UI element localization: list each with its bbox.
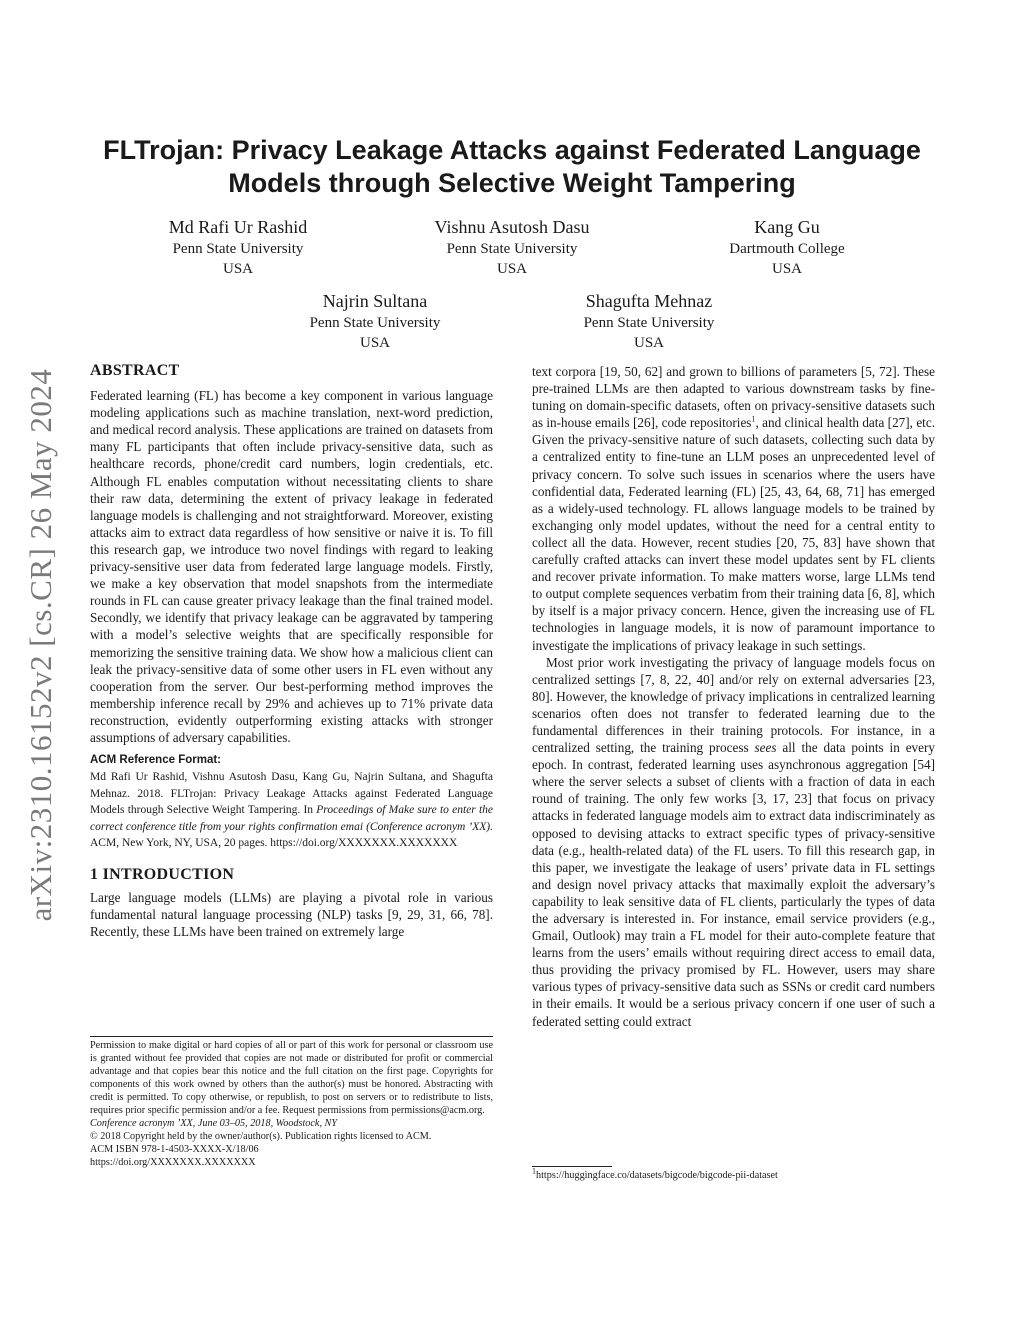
- author-name: Shagufta Mehnaz: [585, 291, 713, 311]
- abstract-heading: ABSTRACT: [90, 362, 180, 379]
- author-block: [499, 290, 799, 353]
- permission-block: [90, 1039, 493, 1169]
- author-block: [362, 216, 662, 279]
- acm-isbn: ACM ISBN 978-1-4503-XXXX-X/18/06: [90, 1144, 259, 1155]
- paragraph-1-part-b: , and clinical health data [27], etc. Given the privacy-sensitive nature of such datasets, collecting such data by a centralized entity to fine-tune an LLM poses an unprecedented level of privacy concern. To solve such issues in scenarios where the users have confidential data, Federated learning (FL) [25, 43, 64, 68, 71] has emerged as a widely-used technology. FL allows language models to be trained by exchanging only model updates, without the need for a central entity to collect all the data. However, recent studies [20, 75, 83] have shown that carefully crafted attacks can invert these model updates sent by FL clients and recover private information. To make matters worse, large LLMs tend to output complete sequences verbatim from their training data [6, 8], which by itself is a major privacy concern. Hence, given the increasing use of FL technologies in language models, it is now of paramount importance to investigate the implications of privacy leakage in such settings.: [532, 415, 935, 653]
- author-country: USA: [222, 261, 253, 277]
- author-affiliation: Penn State University: [583, 315, 715, 331]
- doi-link: https://doi.org/XXXXXXX.XXXXXXX: [90, 1157, 256, 1168]
- arxiv-identifier-sidebar: [18, 345, 63, 945]
- author-affiliation: Penn State University: [446, 241, 578, 257]
- title-line-1: FLTrojan: Privacy Leakage Attacks against Federated Language: [103, 135, 921, 165]
- author-name: Vishnu Asutosh Dasu: [434, 217, 590, 237]
- author-affiliation: Penn State University: [309, 315, 441, 331]
- author-country: USA: [771, 261, 802, 277]
- conference-info: Conference acronym ’XX, June 03–05, 2018, Woodstock, NY: [90, 1118, 338, 1129]
- copyright-notice: © 2018 Copyright held by the owner/author(s). Publication rights licensed to ACM.: [90, 1131, 432, 1142]
- paragraph-2-part-b: all the data points in every epoch. In contrast, federated learning uses asynchronous aggregation [54] where the server selects a subset of clients with a fraction of data in each round of training. The only few works [3, 17, 23] that focus on privacy attacks in federated language models aim to extract data indiscriminately as opposed to devising attacks to extract specific types of privacy-sensitive data (e.g., health-related data) of the FL users. To fill this research gap, in this paper, we investigate the leakage of users’ private data in FL settings and design novel privacy attacks that maximally exploit the adversary’s capability to leak sensitive data of FL clients, particularly the types of data the adversary is interested in. For instance, email service providers (e.g., Gmail, Outlook) may train a FL model for their auto-complete feature that learns from the users’ emails without requiring direct access to email data, thus providing the privacy promised by FL. However, users may share various types of privacy-sensitive data such as SSNs or credit card numbers in their emails. It would be a serious privacy concern if one user of such a federated setting could extract: [532, 740, 935, 1029]
- right-column: [532, 363, 935, 1030]
- footnote-divider: [532, 1166, 612, 1167]
- author-affiliation: Penn State University: [172, 241, 304, 257]
- author-block: [225, 290, 525, 353]
- acm-reference-text: [90, 769, 493, 852]
- left-column: [90, 362, 493, 940]
- author-block: [637, 216, 937, 279]
- footnote-url: https://huggingface.co/datasets/bigcode/bigcode-pii-dataset: [536, 1170, 778, 1181]
- permission-text: Permission to make digital or hard copies of all or part of this work for personal or classroom use is granted without fee provided that copies are not made or distributed for profit or commercial advantage and that copies bear this notice and the full citation on the first page. Copyrights for components of this work owned by others than the author(s) must be honored. Abstracting with credit is permitted. To copy otherwise, or republish, to post on servers or to redistribute to lists, requires prior specific permission and/or a fee. Request permissions from permissions@acm.org.: [90, 1040, 493, 1116]
- paper-title: [60, 134, 964, 200]
- intro-paragraph-1: [532, 363, 935, 654]
- footnote: [532, 1166, 778, 1181]
- author-block: [88, 216, 388, 279]
- emphasis-sees: sees: [754, 740, 777, 756]
- acm-reference-heading: ACM Reference Format:: [90, 754, 221, 767]
- introduction-heading: 1 INTRODUCTION: [90, 865, 235, 883]
- author-country: USA: [359, 335, 390, 351]
- intro-paragraph-2: [532, 654, 935, 1030]
- acm-reference-proceedings: Proceedings of Make sure to enter the correct conference title from your rights confirmation emai (Conference acronym ’XX).: [90, 804, 493, 833]
- author-name: Najrin Sultana: [322, 291, 428, 311]
- arxiv-identifier: arXiv:2310.16152v2 [cs.CR] 26 May 2024: [22, 368, 58, 922]
- title-line-2: Models through Selective Weight Tampering: [228, 168, 796, 198]
- author-name: Kang Gu: [754, 217, 820, 237]
- acm-reference-part-1: Md Rafi Ur Rashid, Vishnu Asutosh Dasu, Kang Gu, Najrin Sultana, and Shagufta Mehnaz. 2018. FLTrojan: Privacy Leakage Attacks against Federated Language Models through Selective Weight Tampering. In: [90, 771, 493, 817]
- paragraph-2-part-a: Most prior work investigating the privacy of language models focus on centralized settings [7, 8, 22, 40] and/or rely on external adversaries [23, 80]. However, the knowledge of privacy implications in centralized learning scenarios often does not transfer to federated learning due to the fundamental differences in their training protocols. For instance, in a centralized setting, the training process: [532, 654, 935, 756]
- author-name: Md Rafi Ur Rashid: [168, 217, 308, 237]
- author-affiliation: Dartmouth College: [729, 241, 845, 257]
- acm-reference-part-2: ACM, New York, NY, USA, 20 pages. https://doi.org/XXXXXXX.XXXXXXX: [90, 837, 458, 850]
- footnote-marker: 1: [751, 414, 756, 424]
- author-country: USA: [496, 261, 527, 277]
- footnote-number: 1: [532, 1166, 536, 1176]
- introduction-text: Large language models (LLMs) are playing a pivotal role in various fundamental natural language processing (NLP) tasks [9, 29, 31, 66, 78]. Recently, these LLMs have been trained on extremely large: [90, 889, 493, 939]
- abstract-text: Federated learning (FL) has become a key component in various language modeling applications such as machine translation, next-word prediction, and medical record analysis. These applications are trained on datasets from many FL participants that often include privacy-sensitive data, such as healthcare records, phone/credit card numbers, login credentials, etc. Although FL enables computation without necessitating clients to share their raw data, determining the extent of privacy leakage in federated language models is challenging and not straightforward. Moreover, existing attacks aim to extract data regardless of how sensitive or naive it is. To fill this research gap, we introduce two novel findings with regard to leaking privacy-sensitive user data from federated large language models. Firstly, we make a key observation that model snapshots from the intermediate rounds in FL can cause greater privacy leakage than the final trained model. Secondly, we identify that privacy leakage can be aggravated by tampering with a model’s selective weights that are specifically responsible for memorizing the sensitive training data. We show how a malicious client can leak the privacy-sensitive data of some other users in FL even without any cooperation from the server. Our best-performing method improves the membership inference recall by 29% and achieves up to 71% private data reconstruction, evidently outperforming existing attacks with stronger assumptions of adversary capabilities.: [90, 388, 493, 745]
- paragraph-1-part-a: text corpora [19, 50, 62] and grown to billions of parameters [5, 72]. These pre-trained LLMs are then adapted to various downstream tasks by fine-tuning on domain-specific datasets, often on privacy-sensitive datasets such as in-house emails [26], code repositories: [532, 364, 935, 431]
- author-country: USA: [633, 335, 664, 351]
- permission-divider: [90, 1036, 493, 1037]
